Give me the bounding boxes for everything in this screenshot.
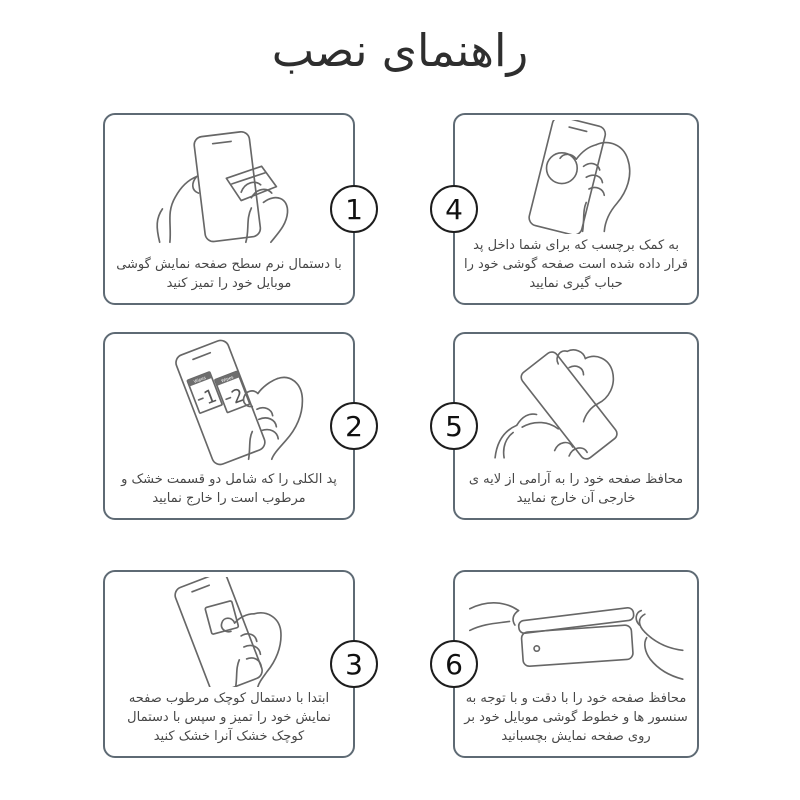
packet-1-number: 1 xyxy=(201,385,220,410)
place-protector-on-screen-illustration-icon xyxy=(468,577,685,687)
step-number-badge: 2 xyxy=(330,402,378,450)
step-number-badge: 6 xyxy=(430,640,478,688)
wipes-packet-1-label: Wipes xyxy=(192,374,207,385)
peel-outer-layer-illustration-icon xyxy=(468,339,685,468)
step-caption: با دستمال نرم سطح صفحه نمایش گوشی موبایل خود را تمیز کنید xyxy=(116,257,342,292)
page-title: راهنمای نصب xyxy=(271,24,529,77)
step-card-4 xyxy=(445,113,699,305)
step-card-6 xyxy=(445,570,699,758)
bubble-removal-sticker-illustration-icon xyxy=(468,120,685,234)
step-number-badge: 1 xyxy=(330,185,378,233)
packet-2-number: 2 xyxy=(228,384,248,409)
step-number-badge: 4 xyxy=(430,185,478,233)
step-caption: محافظ صفحه خود را به آرامی از لایه ی خارجی آن خارج نمایید xyxy=(468,472,684,507)
step-card-5 xyxy=(445,332,699,520)
wipes-packet-2-label: Wipes xyxy=(220,374,234,384)
step-card-2 xyxy=(103,332,363,520)
step-caption: به کمک برچسب که برای شما داخل پد قرار داده شده است صفحه گوشی خود را حباب گیری نمایید xyxy=(463,238,689,292)
step-caption: پد الکلی را که شامل دو قسمت خشک و مرطوب است را خارج نمایید xyxy=(121,472,337,507)
step-caption: ابتدا با دستمال کوچک مرطوب صفحه نمایش خود را تمیز و سپس با دستمال کوچک خشک آنرا خشک کنید xyxy=(127,691,331,745)
small-cloth-clean-dry-illustration-icon xyxy=(118,577,340,687)
wipe-phone-with-cloth-illustration-icon xyxy=(118,120,340,253)
step-card-1 xyxy=(103,113,363,305)
step-number-badge: 5 xyxy=(430,402,478,450)
alcohol-pad-packets-illustration-icon xyxy=(118,339,340,468)
step-card-3 xyxy=(103,570,363,758)
step-caption: محافظ صفحه خود را با دقت و با توجه به سنسور ها و خطوط گوشی موبایل خود بر روی صفحه نمایش بچسبانید xyxy=(464,691,688,745)
step-number-badge: 3 xyxy=(330,640,378,688)
